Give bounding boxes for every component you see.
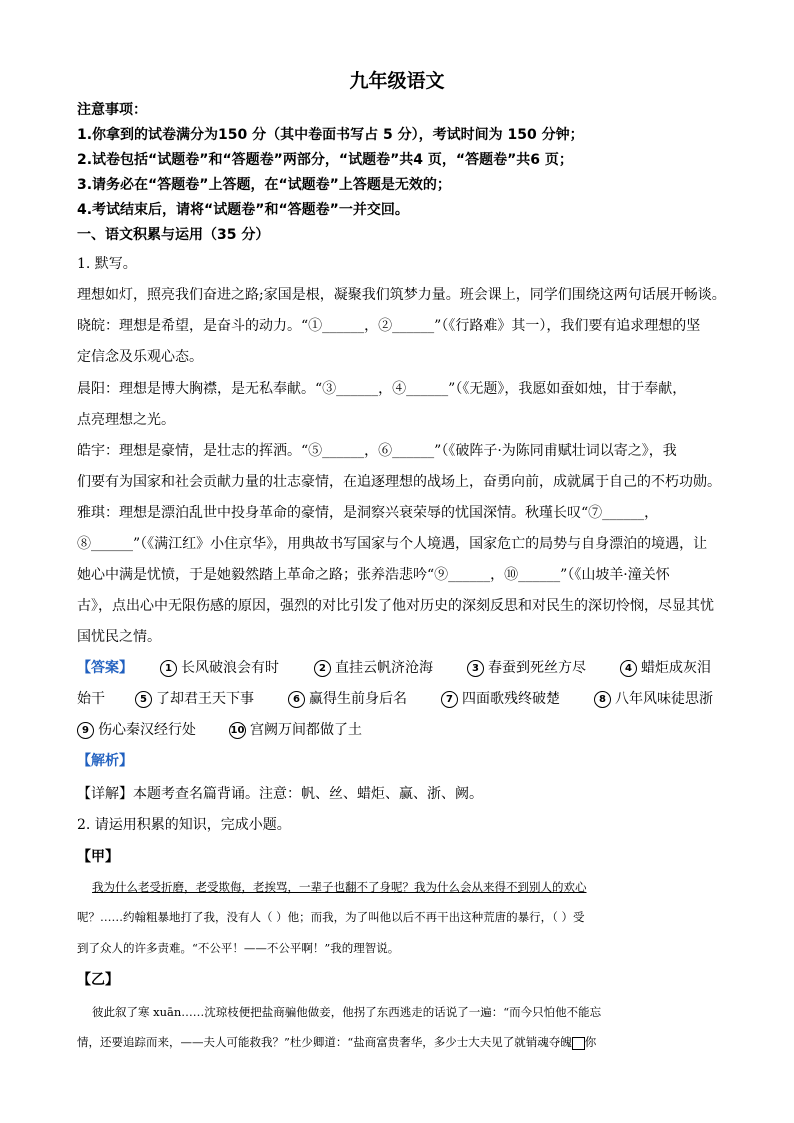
- notice-item: 2.试卷包括“试题卷”和“答题卷”两部分，“试题卷”共4 页，“答题卷”共6 页；: [77, 152, 573, 168]
- question-text: 们要有为国家和社会贡献力量的壮志豪情，在追逐理想的战场上，奋勇向前，成就属于自己的不朽功勋。: [77, 474, 721, 490]
- question-text: 晓皖：理想是希望，是奋斗的动力。“①______，②______”（《行路难》其一），我们要有追求理想的坚: [77, 318, 701, 334]
- detail-text: 【详解】本题考查名篇背诵。注意：帆、丝、蜡炬、赢、浙、阙。: [77, 786, 483, 802]
- question-title: 2. 请运用积累的知识，完成小题。: [77, 817, 291, 833]
- passage-jia-line: 到了众人的许多责难。“不公平！——不公平啊！”我的理智说。: [77, 941, 400, 955]
- question-text: 雅琪：理想是漂泊乱世中投身革命的豪情，是洞察兴衰荣辱的忧国深情。秋瑾长叹“⑦______，: [77, 505, 659, 521]
- answer-item: 5 了却君王天下事: [135, 689, 254, 709]
- passage-yi-line: 彼此叙了寒 xuān……沈琼枝便把盐商骗他做妾，他拐了东西逃走的话说了一遍：“而今只怕他不能忘: [92, 1005, 602, 1019]
- answer-number: 6: [288, 691, 305, 708]
- notice-item: 4.考试结束后，请将“试题卷”和“答题卷”一并交回。: [77, 202, 409, 218]
- question-text: 古》，点出心中无限伤感的原因，强烈的对比引发了他对历史的深刻反思和对民生的深切怜悯，尽显其忧: [77, 598, 714, 614]
- passage-jia-line: 我为什么老受折磨，老受欺侮，老挨骂，一辈子也翻不了身呢？我为什么会从来得不到别人的欢心: [92, 880, 587, 894]
- question-text: 皓宇：理想是豪情，是壮志的挥洒。“⑤______，⑥______”（《破阵子·为陈同甫赋壮词以寄之》，我: [77, 443, 677, 459]
- passage-jia-line: 呢？……约翰粗暴地打了我，没有人（ ）他；而我，为了叫他以后不再干出这种荒唐的暴行，（ ）受: [77, 910, 585, 924]
- answer-item: 7 四面歌残终破楚: [441, 689, 560, 709]
- answer-number: 8: [594, 691, 611, 708]
- answer-number: 2: [314, 660, 331, 677]
- answer-number: 5: [135, 691, 152, 708]
- question-text: 点亮理想之光。: [77, 412, 175, 428]
- answer-item: 始干: [77, 691, 105, 707]
- answer-item: 6 赢得生前身后名: [288, 689, 407, 709]
- answer-number: 4: [620, 660, 637, 677]
- notice-item: 1.你拿到的试卷满分为150 分（其中卷面书写占 5 分），考试时间为 150 分钟；: [77, 127, 584, 143]
- answer-item: 4 蜡炬成灰泪: [620, 658, 711, 678]
- question-text: 定信念及乐观心态。: [77, 349, 203, 365]
- analysis-label: 【解析】: [77, 753, 133, 769]
- answer-item: 3 春蚕到死丝方尽: [467, 658, 586, 678]
- notice-item: 3.请务必在“答题卷”上答题，在“试题卷”上答题是无效的；: [77, 177, 451, 193]
- question-text: 国忧民之情。: [77, 629, 161, 645]
- question-title: 1. 默写。: [77, 256, 137, 272]
- question-text: 晨阳：理想是博大胸襟，是无私奉献。“③______，④______”（《无题》，我愿如蚕如烛，甘于奉献，: [77, 381, 687, 397]
- passage-label-jia: 【甲】: [77, 849, 119, 865]
- question-text: ⑧______”（《满江红》小住京华》，用典故书写国家与个人境遇，国家危亡的局势与自身漂泊的境遇，让: [77, 536, 708, 552]
- answer-item: 9 伤心秦汉经行处: [77, 720, 196, 740]
- passage-yi-line: 情，还要追踪而来，——夫人可能救我？”杜少卿道：“盐商富贵奢华，多少士大夫见了就销魂夺魄 你: [77, 1035, 597, 1049]
- question-text: 理想如灯，照亮我们奋进之路;家国是根，凝聚我们筑梦力量。班会课上，同学们围绕这两句话展开畅谈。: [77, 287, 726, 303]
- answer-item: 8 八年风味徒思浙: [594, 689, 713, 709]
- answer-label: 【答案】: [77, 660, 133, 676]
- question-text: 她心中满是忧愤，于是她毅然踏上革命之路；张养浩悲吟“⑨______，⑩______”（《山坡羊·潼关怀: [77, 567, 670, 583]
- answer-number: 1: [160, 660, 177, 677]
- answer-number: 3: [467, 660, 484, 677]
- page-title: 九年级语文: [349, 70, 445, 92]
- notice-heading: 注意事项：: [77, 102, 147, 118]
- answer-item: 10 宫阙万间都做了土: [230, 722, 362, 738]
- missing-char-box: [572, 1037, 585, 1050]
- answer-item: 1 长风破浪会有时: [160, 658, 279, 678]
- answer-number: 10: [229, 722, 246, 739]
- answer-item: 2 直挂云帆济沧海: [314, 658, 433, 678]
- answer-number: 7: [441, 691, 458, 708]
- answer-number: 9: [77, 722, 94, 739]
- passage-label-yi: 【乙】: [77, 972, 119, 988]
- section-heading: 一、语文积累与运用（35 分）: [77, 227, 270, 243]
